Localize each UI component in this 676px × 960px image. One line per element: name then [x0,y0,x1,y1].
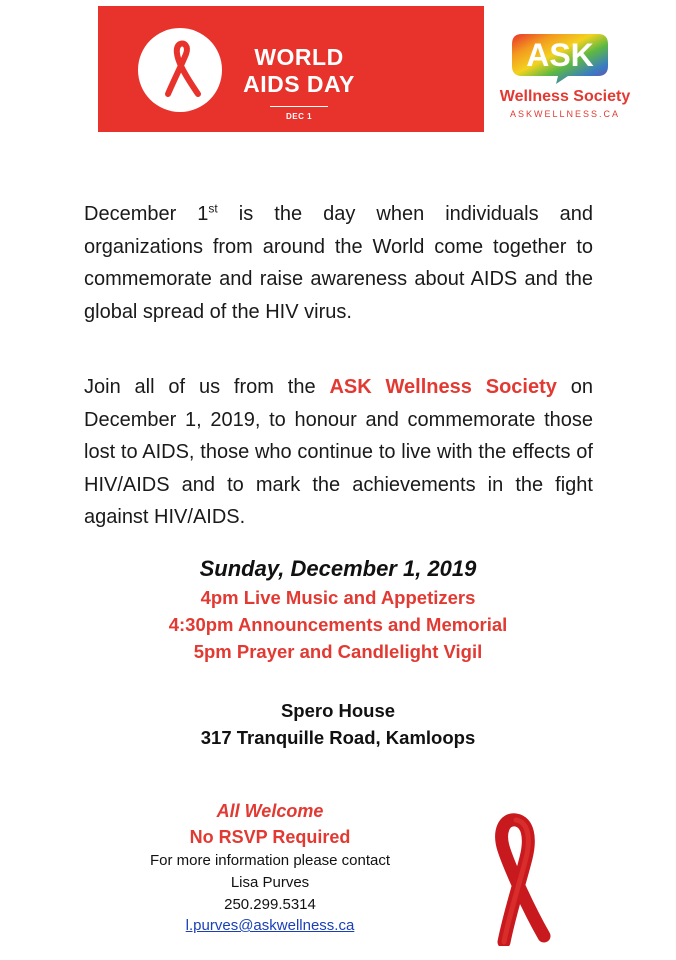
banner-divider [270,106,328,107]
red-ribbon-icon [476,812,554,946]
banner-title [236,44,362,98]
ask-website: ASKWELLNESS.CA [509,109,621,119]
banner-date: DEC 1 [285,112,313,121]
contact-phone: 250.299.5314 [224,896,316,913]
invite-org: ASK Wellness Society [329,376,557,398]
rsvp-note: No RSVP Required [189,827,351,847]
intro-paragraph [84,198,593,328]
venue-address: 317 Tranquille Road, Kamloops [200,727,476,748]
ask-logo-wordmark: ASK [526,37,594,73]
all-welcome: All Welcome [216,801,324,821]
invite-rest: on December 1, 2019, to honour and commemorate those lost to AIDS, those who continue to live with the effects of HIV/AIDS and to mark the achievements in the fight against HIV/AIDS. [84,376,593,529]
contact-email-link[interactable]: l.purves@askwellness.ca [185,917,355,934]
banner-title-line2: AIDS DAY [243,71,355,97]
contact-intro: For more information please contact [149,852,391,869]
schedule-item: 4:30pm Announcements and Memorial [168,614,508,635]
world-aids-day-banner [98,6,484,132]
venue-name: Spero House [280,700,396,721]
schedule-item: 5pm Prayer and Candlelight Vigil [193,641,483,662]
ask-logo-icon [508,30,612,86]
event-date: Sunday, December 1, 2019 [199,556,477,581]
invite-paragraph [84,371,593,534]
schedule-item: 4pm Live Music and Appetizers [200,587,476,608]
intro-lead: December 1 [84,203,209,225]
invite-lead: Join all of us from the [84,376,330,398]
intro-rest: is the day when individuals and organizations from around the World come together to commemorate and raise awareness about AIDS and the global spread of the HIV virus. [84,203,594,323]
ribbon-circle-icon [138,28,222,112]
ask-society-name: Wellness Society [499,88,631,105]
intro-sup: st [208,201,218,216]
banner-title-line1: WORLD [254,44,344,70]
contact-email-wrap [120,917,420,935]
contact-name: Lisa Purves [230,874,310,891]
